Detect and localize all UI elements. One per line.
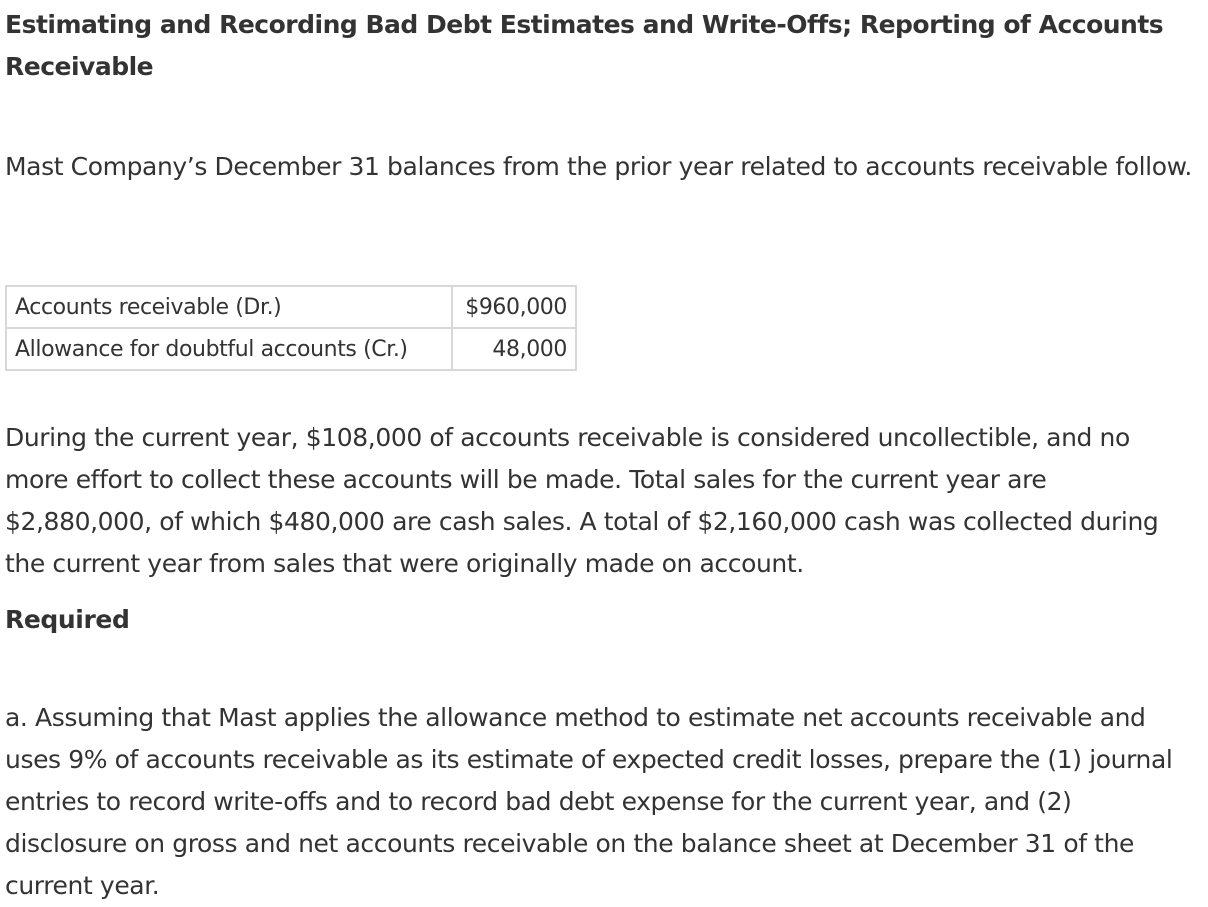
balance-amount-accounts-receivable: $960,000 bbox=[452, 286, 576, 328]
details-paragraph: During the current year, $108,000 of accounts receivable is considered uncollectible, and no more effort to collect these accounts will be made. Total sales for the current year are $2,880,000, of which $480,000 are cash sales. A total of $2,160,000 cash was collected during the current year from sales that were originally made on account. bbox=[5, 423, 1159, 578]
question-a: a. Assuming that Mast applies the allowance method to estimate net accounts receivable and uses 9% of accounts receivable as its estimate of expected credit losses, prepare the (1) journal entries to record write-offs and to record bad debt expense for the current year, and (2) disclosure on gross and net accounts receivable on the balance sheet at December 31 of the current year. bbox=[5, 703, 1173, 900]
balance-label-accounts-receivable: Accounts receivable (Dr.) bbox=[6, 286, 452, 328]
problem-title: Estimating and Recording Bad Debt Estimates and Write-Offs; Reporting of Accounts Receivable bbox=[5, 10, 1164, 81]
intro-paragraph: Mast Company’s December 31 balances from the prior year related to accounts receivable follow. bbox=[5, 152, 1192, 181]
table-row bbox=[6, 328, 576, 370]
balances-table bbox=[5, 285, 577, 371]
balance-amount-allowance: 48,000 bbox=[452, 328, 576, 370]
required-heading: Required bbox=[5, 605, 130, 634]
table-row bbox=[6, 286, 576, 328]
balance-label-allowance: Allowance for doubtful accounts (Cr.) bbox=[6, 328, 452, 370]
